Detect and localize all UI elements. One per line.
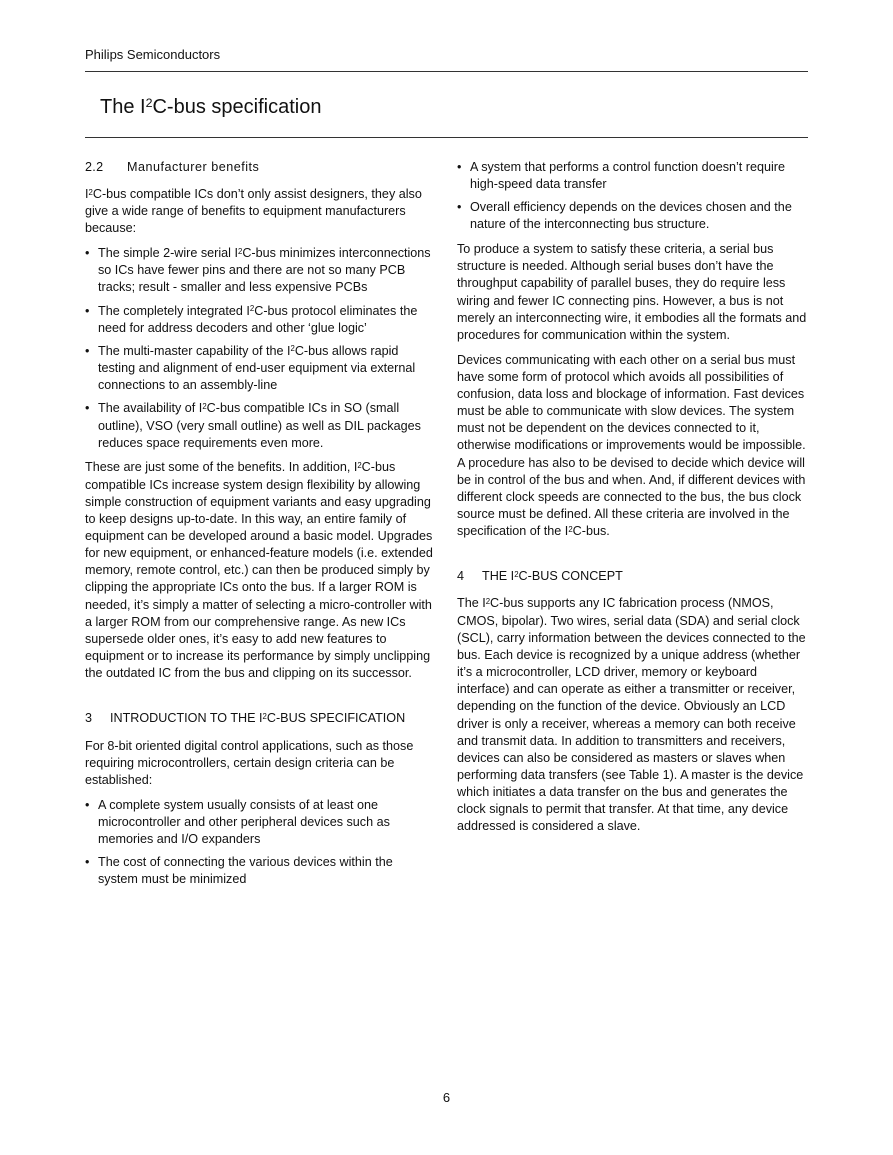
page-header-company: Philips Semiconductors: [85, 47, 221, 62]
section-2-2-heading: [85, 159, 435, 176]
list-item: [85, 343, 435, 394]
superscript: 2: [290, 344, 295, 354]
section-4-heading: [457, 568, 807, 585]
superscript: 2: [485, 596, 491, 606]
paragraph: [457, 352, 807, 541]
list-item: • Overall efficiency depends on the devices chosen and the nature of the interconnecting bus structure.: [457, 199, 807, 233]
text-segment: INTRODUCTION TO THE I: [110, 711, 263, 726]
paragraph: [457, 595, 807, 835]
header-rule-bottom: [85, 137, 808, 138]
text-segment: The I: [457, 596, 486, 611]
header-rule-top: [85, 71, 808, 72]
text-segment: C-bus allows rapid testing and alignment of end-user equipment via external connections to an assembly-line: [98, 343, 416, 393]
text-segment: C-bus compatible ICs don’t only assist designers, they also give a wide range of benefits to equipment manufacturers because:: [85, 187, 422, 236]
text-segment: THE I: [482, 569, 515, 584]
title-superscript: 2: [145, 96, 153, 111]
text-segment: C-bus compatible ICs in SO (small outline), VSO (very small outline) as well as DIL packages reduces space requirements even more.: [98, 401, 421, 450]
paragraph: For 8-bit oriented digital control applications, such as those requiring microcontrollers, certain design criteria can be established:: [85, 738, 414, 787]
criteria-list-continued: [457, 159, 807, 234]
superscript: 2: [237, 246, 243, 256]
list-item: [85, 245, 435, 296]
list-item: [85, 400, 435, 451]
text-segment: The completely integrated I: [98, 303, 250, 318]
text-segment: C-bus.: [572, 524, 610, 539]
section-3-heading: [85, 710, 435, 727]
section-title: [110, 711, 405, 725]
section-number: 3: [85, 711, 93, 726]
benefits-list: [85, 245, 435, 452]
left-column: [85, 159, 435, 896]
right-column: [457, 159, 807, 843]
text-segment: The multi-master capability of the I: [98, 343, 291, 358]
superscript: 2: [514, 569, 519, 579]
title-text-post: C-bus specification: [152, 96, 322, 118]
text-segment: These are just some of the benefits. In addition, I: [85, 460, 358, 475]
text-segment: C-bus supports any IC fabrication process (NMOS, CMOS, bipolar). Two wires, serial data (SDA) and serial clock (SCL), carry information between the devices connected to the bus. Each device is recognized by a unique address (whether it’s a microcontroller, LCD driver, memory or keyboard interface) and can operate as either a transmitter or receiver, depending on the function of the device. Obviously an LCD driver is only a receiver, whereas a memory can both receive and transmit data. In addition to transmitters and receivers, devices can also be considered as masters or slaves when performing data transfers (see Table 1). A master is the device which initiates a data transfer on the bus and generates the clock signals to permit that transfer. At that time, any device addressed is considered a slave.: [457, 596, 806, 834]
superscript: 2: [357, 460, 362, 470]
section-number: 4: [457, 569, 465, 584]
list-item: [85, 303, 435, 337]
list-item: • A system that performs a control function doesn’t require high-speed data transfer: [457, 159, 807, 193]
list-item: • A complete system usually consists of at least one microcontroller and other peripheral devices such as memories and I/O expanders: [85, 797, 435, 848]
list-item: • The cost of connecting the various devices within the system must be minimized: [85, 854, 435, 888]
text-segment: Devices communicating with each other on a serial bus must have some form of protocol which avoids all possibilities of confusion, data loss and blockage of information. Fast devices must be able to communicate with slow devices. The system must not be dependent on the devices connected to it, otherwise modifications or improvements would be impossible. A procedure has also to be devised to decide which device will be in control of the bus and when. And, if different devices with different clock speeds are connected to the bus, the bus clock source must be defined. All these criteria are involved in the specification of the I: [457, 352, 806, 539]
paragraph: To produce a system to satisfy these criteria, a serial bus structure is needed. Although serial buses don’t have the throughput capability of parallel buses, they do require less wiring and fewer IC connecting pins. However, a bus is not merely an interconnecting wire, it embodies all the formats and procedures for communication within the system.: [457, 242, 807, 342]
superscript: 2: [262, 711, 267, 721]
document-title: [100, 96, 321, 119]
superscript: 2: [568, 524, 573, 534]
text-segment: C-bus protocol eliminates the need for address decoders and other ‘glue logic’: [98, 303, 418, 335]
criteria-list: [85, 797, 435, 889]
superscript: 2: [88, 187, 93, 197]
section-title: Manufacturer benefits: [127, 160, 260, 174]
text-segment: The availability of I: [98, 401, 203, 416]
text-segment: C-BUS SPECIFICATION: [266, 711, 406, 726]
text-segment: C-bus compatible ICs increase system design flexibility by allowing simple construction of equipment variants and easy upgrading to keep designs up-to-date. In this way, an entire family of equipment can be developed around a basic model. Upgrades for new equipment, or enhanced-feature models (i.e. extended memory, remote control, etc.) can then be produced simply by clipping the appropriate ICs onto the bus. If a larger ROM is needed, it’s simply a matter of selecting a micro-controller with a larger ROM from our comprehensive range. As new ICs supersede older ones, it’s easy to add new features to equipment or to increase its performance by simply unclipping the outdated IC from the bus and clipping on its successor.: [85, 460, 433, 681]
text-segment: I: [85, 187, 89, 202]
superscript: 2: [202, 401, 207, 411]
text-segment: The simple 2-wire serial I: [98, 246, 238, 261]
superscript: 2: [249, 304, 255, 314]
section-number: 2.2: [85, 160, 104, 174]
title-text-pre: The I: [100, 96, 146, 118]
page-number: 6: [442, 1090, 451, 1105]
section-title: [482, 569, 623, 583]
paragraph: [85, 459, 435, 682]
text-segment: C-bus minimizes interconnections so ICs have fewer pins and there are not so many PCB tracks; result - smaller and less expensive PCBs: [98, 246, 431, 295]
text-segment: C-BUS CONCEPT: [518, 569, 623, 584]
paragraph: [85, 186, 435, 237]
